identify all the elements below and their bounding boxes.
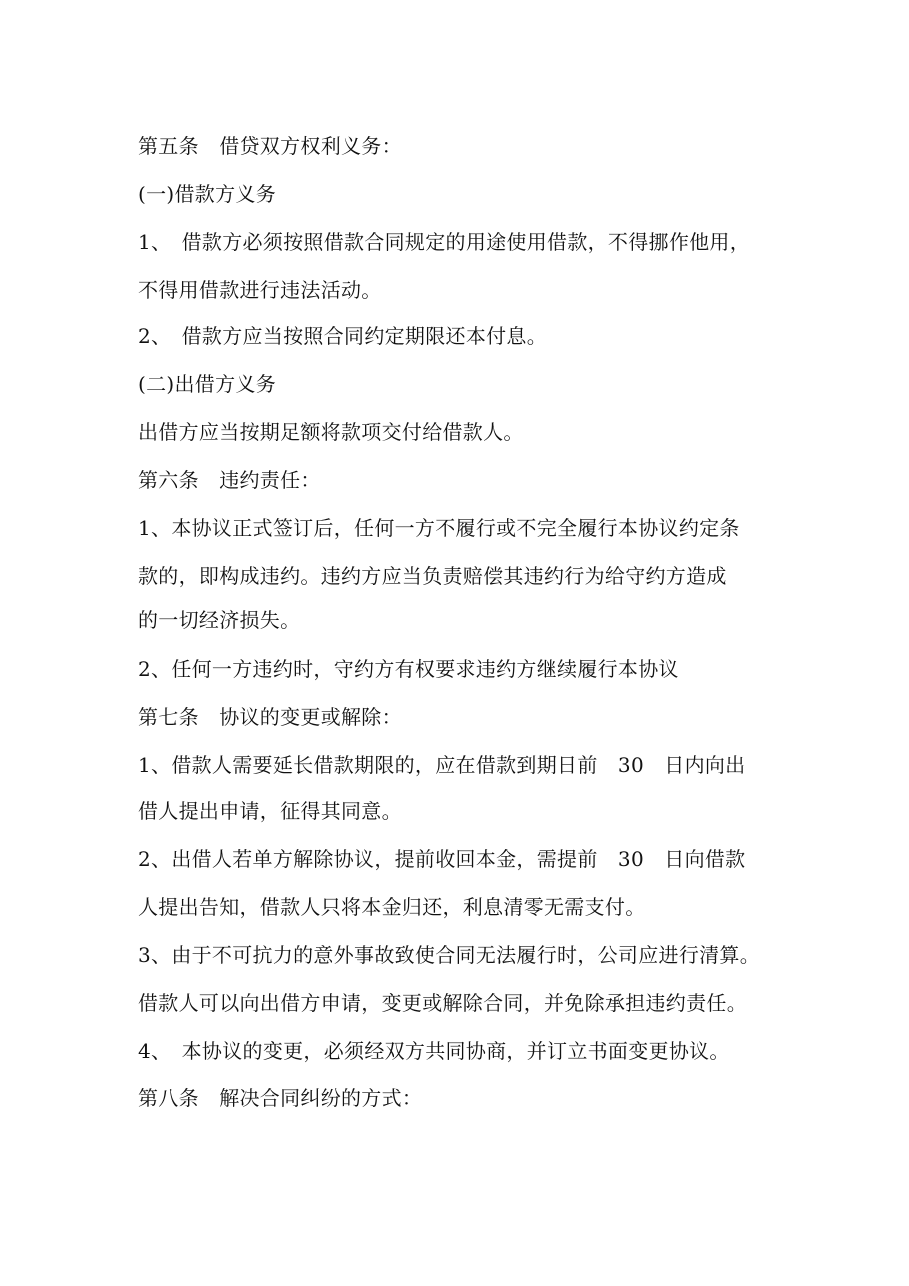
paragraph-line: 1、借款人需要延长借款期限的，应在借款到期日前 30 日内向出 [138, 753, 746, 777]
paragraph-line: 不得用借款进行违法活动。 [138, 278, 382, 302]
paragraph-line: 2、出借人若单方解除协议，提前收回本金，需提前 30 日向借款 [138, 847, 746, 871]
paragraph-line: 人提出告知，借款人只将本金归还，利息清零无需支付。 [138, 895, 646, 919]
article-8-heading: 第八条 解决合同纠纷的方式： [138, 1086, 423, 1110]
article-7-heading: 第七条 协议的变更或解除： [138, 705, 402, 729]
paragraph-line: 借人提出申请，征得其同意。 [138, 799, 402, 823]
paragraph-line: 出借方应当按期足额将款项交付给借款人。 [138, 420, 524, 444]
lender-obligations-heading: (二)出借方义务 [138, 372, 277, 396]
paragraph-line: 2、 借款方应当按照合同约定期限还本付息。 [138, 324, 548, 348]
article-5-heading: 第五条 借贷双方权利义务： [138, 134, 402, 158]
paragraph-line: 3、由于不可抗力的意外事故致使合同无法履行时，公司应进行清算。 [138, 943, 761, 967]
paragraph-line: 款的，即构成违约。违约方应当负责赔偿其违约行为给守约方造成 [138, 564, 727, 588]
paragraph-line: 1、 借款方必须按照借款合同规定的用途使用借款，不得挪作他用， [138, 230, 751, 254]
borrower-obligations-heading: (一)借款方义务 [138, 182, 277, 206]
paragraph-line: 2、任何一方违约时，守约方有权要求违约方继续履行本协议 [138, 657, 679, 681]
paragraph-line: 4、 本协议的变更，必须经双方共同协商，并订立书面变更协议。 [138, 1039, 730, 1063]
paragraph-line: 1、本协议正式签订后，任何一方不履行或不完全履行本协议约定条 [138, 516, 740, 540]
paragraph-line: 的一切经济损失。 [138, 608, 301, 632]
article-6-heading: 第六条 违约责任： [138, 468, 321, 492]
paragraph-line: 借款人可以向出借方申请，变更或解除合同，并免除承担违约责任。 [138, 991, 747, 1015]
